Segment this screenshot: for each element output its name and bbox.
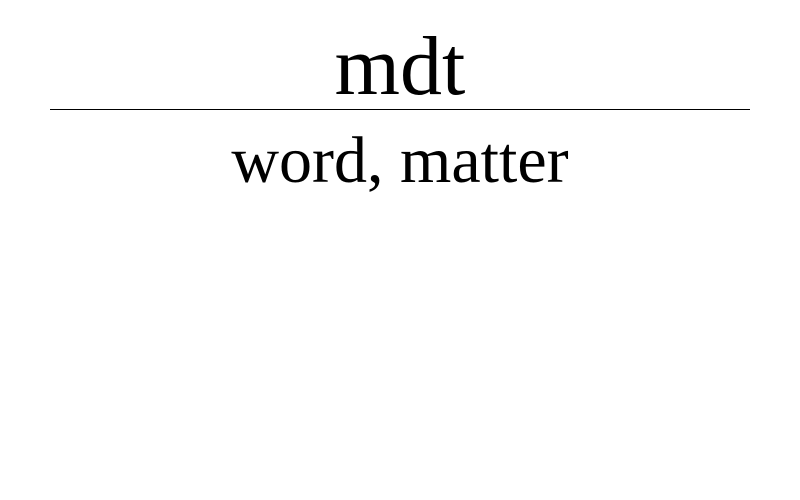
divider-line xyxy=(50,109,750,110)
definition-text: word, matter xyxy=(231,124,569,197)
term-text: mdt xyxy=(334,20,466,113)
